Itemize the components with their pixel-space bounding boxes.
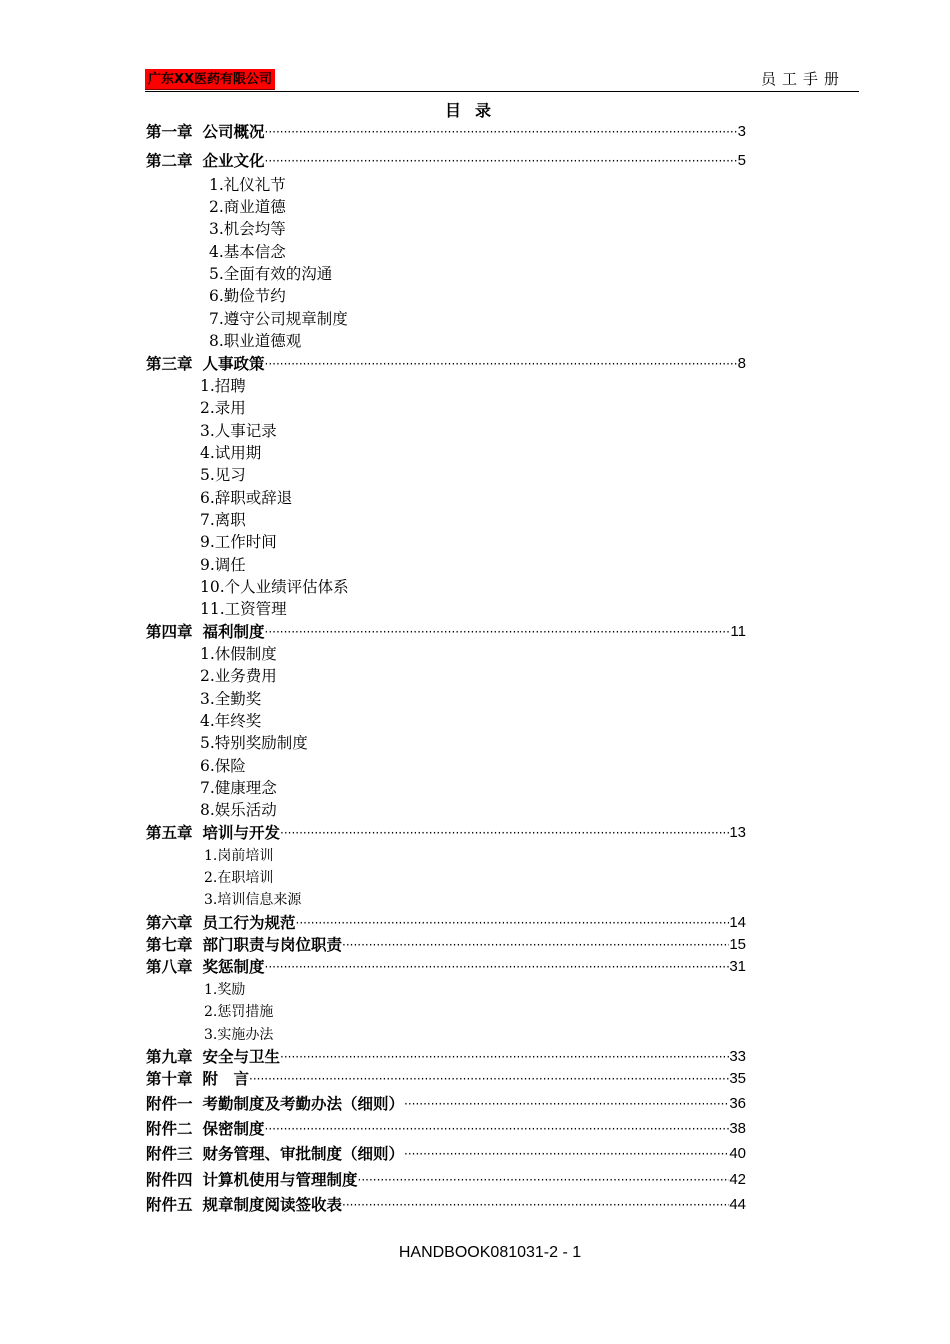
appendix-title: 考勤制度及考勤办法（细则） [202, 1095, 405, 1113]
dot-leader [404, 1098, 729, 1110]
chapter-page: 15 [729, 936, 746, 953]
chapter-title: 附 言 [202, 1070, 250, 1088]
toc-item[interactable]: 10.个人业绩评估体系 [200, 578, 349, 596]
appendix-number: 附件三 [146, 1145, 193, 1163]
chapter-page: 3 [737, 123, 746, 140]
chapter-page: 33 [729, 1048, 746, 1065]
toc-appendix-3[interactable] [146, 1143, 746, 1165]
appendix-page: 38 [729, 1120, 746, 1137]
appendix-page: 42 [729, 1171, 746, 1188]
toc-item[interactable]: 2.在职培训 [204, 870, 274, 886]
toc-chapter-2[interactable] [146, 150, 746, 172]
dot-leader [342, 1199, 729, 1211]
toc-chapter-5[interactable] [146, 822, 746, 844]
toc-appendix-2[interactable] [146, 1118, 746, 1140]
dot-leader [249, 1073, 729, 1085]
appendix-number: 附件四 [146, 1171, 193, 1189]
chapter-title: 安全与卫生 [202, 1048, 281, 1066]
dot-leader [280, 1051, 729, 1063]
toc-item[interactable]: 5.全面有效的沟通 [209, 265, 333, 283]
chapter-title: 公司概况 [202, 123, 265, 141]
appendix-number: 附件一 [146, 1095, 193, 1113]
toc-item[interactable]: 2.惩罚措施 [204, 1004, 274, 1020]
toc-chapter-6[interactable] [146, 912, 746, 934]
toc-item[interactable]: 6.保险 [200, 757, 246, 775]
appendix-title: 计算机使用与管理制度 [202, 1171, 358, 1189]
chapter-title: 福利制度 [202, 623, 265, 641]
toc-heading: 目录 [444, 101, 505, 120]
dot-leader [280, 827, 729, 839]
toc-chapter-7[interactable] [146, 934, 746, 956]
toc-chapter-3[interactable] [146, 353, 746, 375]
toc-chapter-4[interactable] [146, 621, 746, 643]
dot-leader [404, 1148, 729, 1160]
dot-leader [265, 358, 738, 370]
appendix-page: 44 [729, 1196, 746, 1213]
dot-leader [342, 939, 729, 951]
toc-chapter-8[interactable] [146, 956, 746, 978]
toc-item[interactable]: 1.奖励 [204, 982, 246, 998]
toc-item[interactable]: 1.岗前培训 [204, 848, 274, 864]
toc-item[interactable]: 1.休假制度 [200, 645, 277, 663]
chapter-number: 第五章 [146, 824, 193, 842]
dot-leader [265, 126, 738, 138]
toc-item[interactable]: 6.勤俭节约 [209, 287, 286, 305]
handbook-title: 员工手册 [760, 70, 845, 88]
dot-leader [265, 961, 730, 973]
appendix-page: 36 [729, 1095, 746, 1112]
toc-chapter-10[interactable] [146, 1068, 746, 1090]
dot-leader [265, 1123, 730, 1135]
chapter-page: 8 [737, 355, 746, 372]
toc-item[interactable]: 4.试用期 [200, 444, 262, 462]
toc-item[interactable]: 7.遵守公司规章制度 [209, 310, 348, 328]
chapter-page: 13 [729, 824, 746, 841]
chapter-page: 5 [737, 152, 746, 169]
toc-item[interactable]: 7.健康理念 [200, 779, 277, 797]
toc-item[interactable]: 4.年终奖 [200, 712, 262, 730]
toc-item[interactable]: 3.人事记录 [200, 422, 277, 440]
chapter-title: 培训与开发 [202, 824, 281, 842]
toc-item[interactable]: 1.招聘 [200, 377, 246, 395]
header-divider [145, 91, 859, 92]
toc-item[interactable]: 4.基本信念 [209, 243, 286, 261]
chapter-title: 部门职责与岗位职责 [202, 936, 343, 954]
chapter-title: 人事政策 [202, 355, 265, 373]
chapter-number: 第十章 [146, 1070, 193, 1088]
toc-item[interactable]: 6.辞职或辞退 [200, 489, 293, 507]
chapter-number: 第二章 [146, 152, 193, 170]
chapter-page: 11 [730, 623, 746, 640]
chapter-number: 第一章 [146, 123, 193, 141]
toc-item[interactable]: 9.调任 [200, 556, 246, 574]
dot-leader [358, 1174, 730, 1186]
toc-item[interactable]: 5.见习 [200, 466, 246, 484]
chapter-number: 第七章 [146, 936, 193, 954]
toc-item[interactable]: 2.业务费用 [200, 667, 277, 685]
toc-item[interactable]: 3.全勤奖 [200, 690, 262, 708]
toc-item[interactable]: 2.录用 [200, 399, 246, 417]
appendix-page: 40 [729, 1145, 746, 1162]
chapter-number: 第八章 [146, 958, 193, 976]
toc-item[interactable]: 2.商业道德 [209, 198, 286, 216]
dot-leader [265, 626, 731, 638]
toc-item[interactable]: 1.礼仪礼节 [209, 176, 286, 194]
chapter-number: 第六章 [146, 914, 193, 932]
toc-chapter-9[interactable] [146, 1046, 746, 1068]
chapter-title: 员工行为规范 [202, 914, 296, 932]
chapter-page: 14 [729, 914, 746, 931]
chapter-page: 31 [729, 958, 746, 975]
company-name: 广东XX医药有限公司 [145, 69, 275, 90]
toc-item[interactable]: 11.工资管理 [200, 600, 287, 618]
appendix-title: 保密制度 [202, 1120, 265, 1138]
appendix-title: 规章制度阅读签收表 [202, 1196, 343, 1214]
appendix-number: 附件二 [146, 1120, 193, 1138]
page-footer: HANDBOOK081031-2 - 1 [398, 1244, 582, 1261]
chapter-title: 企业文化 [202, 152, 265, 170]
toc-item[interactable]: 3.实施办法 [204, 1027, 274, 1043]
toc-appendix-4[interactable] [146, 1169, 746, 1191]
toc-item[interactable]: 3.培训信息来源 [204, 892, 302, 908]
toc-item[interactable]: 3.机会均等 [209, 220, 286, 238]
chapter-number: 第三章 [146, 355, 193, 373]
appendix-number: 附件五 [146, 1196, 193, 1214]
dot-leader [296, 917, 730, 929]
toc-item[interactable]: 9.工作时间 [200, 533, 277, 551]
dot-leader [265, 155, 738, 167]
toc-chapter-1[interactable] [146, 121, 746, 143]
toc-item[interactable]: 7.离职 [200, 511, 246, 529]
toc-item[interactable]: 5.特别奖励制度 [200, 734, 308, 752]
appendix-title: 财务管理、审批制度（细则） [202, 1145, 405, 1163]
chapter-title: 奖惩制度 [202, 958, 265, 976]
chapter-number: 第四章 [146, 623, 193, 641]
toc-appendix-5[interactable] [146, 1194, 746, 1216]
toc-item[interactable]: 8.娱乐活动 [200, 801, 277, 819]
chapter-page: 35 [729, 1070, 746, 1087]
toc-item[interactable]: 8.职业道德观 [209, 332, 302, 350]
toc-appendix-1[interactable] [146, 1093, 746, 1115]
chapter-number: 第九章 [146, 1048, 193, 1066]
